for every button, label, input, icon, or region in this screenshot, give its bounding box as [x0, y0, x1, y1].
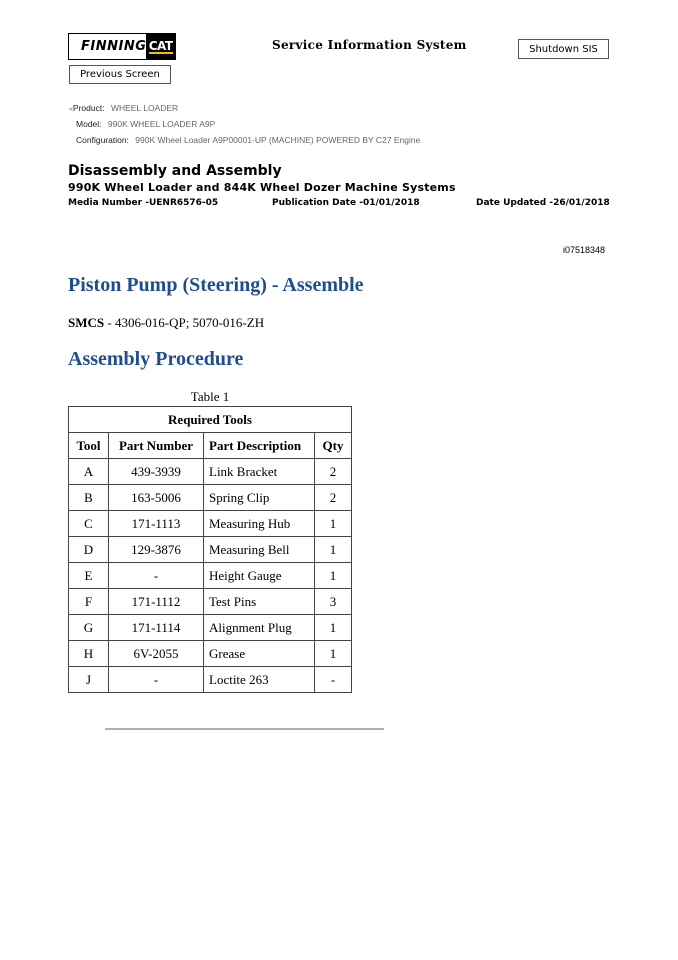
configuration-line [76, 135, 420, 145]
smcs-label: SMCS [68, 315, 105, 330]
part-description-cell: Link Bracket [204, 459, 315, 485]
part-description-cell: Measuring Hub [204, 511, 315, 537]
part-number-cell: - [109, 563, 204, 589]
qty-cell: - [315, 667, 352, 693]
document-subtitle: 990K Wheel Loader and 844K Wheel Dozer Machine Systems [68, 181, 456, 194]
tool-cell: A [69, 459, 109, 485]
media-number: Media Number -UENR6576-05 [68, 198, 219, 208]
tool-cell: E [69, 563, 109, 589]
date-updated: Date Updated -26/01/2018 [476, 198, 610, 208]
part-number-cell: 171-1112 [109, 589, 204, 615]
smcs-value: - 4306-016-QP; 5070-016-ZH [104, 315, 265, 330]
table-row [69, 563, 352, 589]
part-description-cell: Alignment Plug [204, 615, 315, 641]
tool-cell: C [69, 511, 109, 537]
tool-cell: B [69, 485, 109, 511]
configuration-value: 990K Wheel Loader A9P00001-UP (MACHINE) POWERED BY C27 Engine [135, 135, 421, 145]
qty-cell: 1 [315, 511, 352, 537]
qty-cell: 2 [315, 485, 352, 511]
table-row [69, 641, 352, 667]
part-number-cell: 439-3939 [109, 459, 204, 485]
column-header: Part Number [109, 433, 204, 459]
qty-cell: 1 [315, 537, 352, 563]
table-row [69, 459, 352, 485]
shutdown-sis-button[interactable]: Shutdown SIS [518, 39, 609, 59]
part-description-cell: Loctite 263 [204, 667, 315, 693]
previous-screen-button[interactable]: Previous Screen [69, 65, 171, 84]
model-label: Model: [76, 119, 102, 129]
table-row [69, 537, 352, 563]
part-number-cell: 163-5006 [109, 485, 204, 511]
document-title: Disassembly and Assembly [68, 163, 282, 179]
tool-cell: D [69, 537, 109, 563]
model-value: 990K WHEEL LOADER A9P [107, 119, 216, 129]
qty-cell: 2 [315, 459, 352, 485]
required-tools-table [68, 406, 352, 693]
publication-date: Publication Date -01/01/2018 [272, 198, 420, 208]
model-line [76, 119, 215, 129]
finning-cat-logo [68, 33, 176, 60]
part-number-cell: 129-3876 [109, 537, 204, 563]
back-arrow-icon[interactable]: « [69, 106, 73, 113]
part-description-cell: Spring Clip [204, 485, 315, 511]
part-description-cell: Measuring Bell [204, 537, 315, 563]
table-header-row [69, 433, 352, 459]
configuration-label: Configuration: [76, 135, 129, 145]
product-value: WHEEL LOADER [110, 103, 179, 113]
section-heading: Assembly Procedure [68, 348, 244, 370]
table-row [69, 615, 352, 641]
cat-logo-icon: CAT [146, 34, 175, 59]
part-number-cell: - [109, 667, 204, 693]
qty-cell: 3 [315, 589, 352, 615]
page-title: Piston Pump (Steering) - Assemble [68, 274, 364, 296]
table-row [69, 667, 352, 693]
part-description-cell: Test Pins [204, 589, 315, 615]
table-title: Required Tools [69, 407, 352, 433]
tool-cell: G [69, 615, 109, 641]
tool-cell: J [69, 667, 109, 693]
column-header: Tool [69, 433, 109, 459]
tool-cell: H [69, 641, 109, 667]
table-row [69, 511, 352, 537]
tool-cell: F [69, 589, 109, 615]
part-number-cell: 6V-2055 [109, 641, 204, 667]
table-row [69, 589, 352, 615]
logo-brand-text: FINNING [81, 39, 147, 54]
table-row [69, 485, 352, 511]
part-description-cell: Grease [204, 641, 315, 667]
system-title: Service Information System [272, 38, 467, 52]
table-caption: Table 1 [190, 389, 230, 404]
section-divider [105, 728, 384, 730]
product-label: Product: [72, 103, 105, 113]
qty-cell: 1 [315, 641, 352, 667]
part-description-cell: Height Gauge [204, 563, 315, 589]
smcs-codes [68, 315, 264, 331]
qty-cell: 1 [315, 615, 352, 641]
product-line [69, 103, 178, 113]
document-id: i07518348 [563, 245, 606, 255]
column-header: Qty [315, 433, 352, 459]
column-header: Part Description [204, 433, 315, 459]
part-number-cell: 171-1113 [109, 511, 204, 537]
part-number-cell: 171-1114 [109, 615, 204, 641]
qty-cell: 1 [315, 563, 352, 589]
